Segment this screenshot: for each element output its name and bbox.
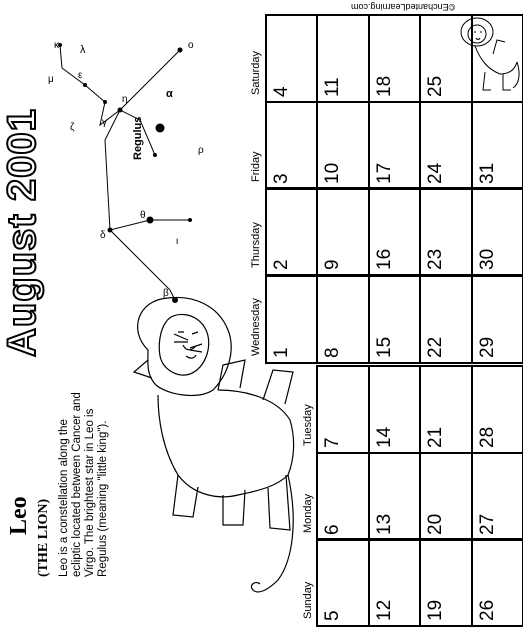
day-label-thursday: Thursday <box>250 222 262 268</box>
star-omicron <box>178 48 183 53</box>
date-number: 30 <box>476 248 498 270</box>
date-number: 15 <box>373 336 395 358</box>
star-label-iota: ι <box>176 236 179 247</box>
date-number: 12 <box>373 599 395 621</box>
calendar-empty-cell <box>471 14 523 103</box>
leo-constellation <box>40 30 250 310</box>
date-number: 28 <box>476 426 498 448</box>
date-number: 31 <box>476 162 498 184</box>
date-number: 27 <box>476 513 498 535</box>
star-zeta <box>103 100 107 104</box>
date-number: 29 <box>476 336 498 358</box>
date-number: 20 <box>425 513 446 535</box>
date-number: 17 <box>373 162 395 184</box>
date-number: 24 <box>425 162 446 184</box>
star-label-gamma: γ <box>102 117 107 128</box>
star-label-kappa: κ <box>54 40 59 51</box>
star-label-beta: β <box>163 288 169 299</box>
day-label-saturday: Saturday <box>250 50 262 95</box>
date-number: 26 <box>476 599 498 621</box>
info-paragraph <box>58 327 110 577</box>
info-line: Leo is a constellation along the <box>58 419 70 577</box>
star-beta <box>172 297 178 303</box>
date-number: 18 <box>373 75 395 97</box>
info-line: Regulus (meaning "little king"). <box>97 420 109 577</box>
star-label-omicron: ο <box>188 40 194 51</box>
day-label-wednesday: Wednesday <box>250 298 262 356</box>
star-label-theta: θ <box>140 210 146 221</box>
star-gamma <box>118 108 123 113</box>
star-iota <box>188 218 192 222</box>
star-delta <box>108 228 113 233</box>
date-number: 4 <box>270 86 292 97</box>
date-number: 2 <box>270 259 292 270</box>
regulus-label: Regulus <box>132 116 144 160</box>
star-label-epsilon: ε <box>78 70 83 81</box>
date-number: 10 <box>322 162 343 184</box>
star-label-zeta: ζ <box>70 122 75 133</box>
star-label-eta: η <box>122 94 128 105</box>
info-line: Virgo. The brightest star in Leo is <box>84 408 96 577</box>
star-label-alpha: α <box>166 88 173 100</box>
constellation-subtitle: (THE LION) <box>36 498 51 577</box>
date-number: 11 <box>322 77 343 97</box>
constellation-title: Leo <box>6 496 32 535</box>
date-number: 6 <box>322 524 343 535</box>
star-label-delta: δ <box>100 230 106 241</box>
date-number: 8 <box>322 347 343 358</box>
date-number: 16 <box>373 248 395 270</box>
date-number: 14 <box>373 426 395 448</box>
date-number: 23 <box>425 248 446 270</box>
date-number: 25 <box>425 75 446 97</box>
star-mu <box>83 83 87 87</box>
day-label-friday: Friday <box>250 151 262 182</box>
star-regulus <box>156 124 165 133</box>
date-number: 9 <box>322 259 343 270</box>
star-label-rho: ρ <box>198 145 204 156</box>
star-label-mu: μ <box>48 74 54 85</box>
star-label-lambda: λ <box>80 44 86 56</box>
date-number: 19 <box>425 599 446 621</box>
star-rho <box>153 153 157 157</box>
star-theta <box>147 217 154 224</box>
date-number: 1 <box>270 347 292 358</box>
day-label-tuesday: Tuesday <box>302 404 314 446</box>
day-label-monday: Monday <box>302 493 314 533</box>
date-number: 5 <box>322 610 343 621</box>
date-number: 22 <box>425 336 446 358</box>
credit-text: ©EnchantedLearning.com <box>351 2 456 12</box>
date-number: 13 <box>373 513 395 535</box>
month-year-title: August 2001 <box>0 108 44 357</box>
date-number: 21 <box>425 426 446 448</box>
day-label-sunday: Sunday <box>302 581 314 619</box>
date-number: 7 <box>322 437 343 448</box>
info-line: ecliptic located between Cancer and <box>71 392 83 577</box>
date-number: 3 <box>270 173 292 184</box>
